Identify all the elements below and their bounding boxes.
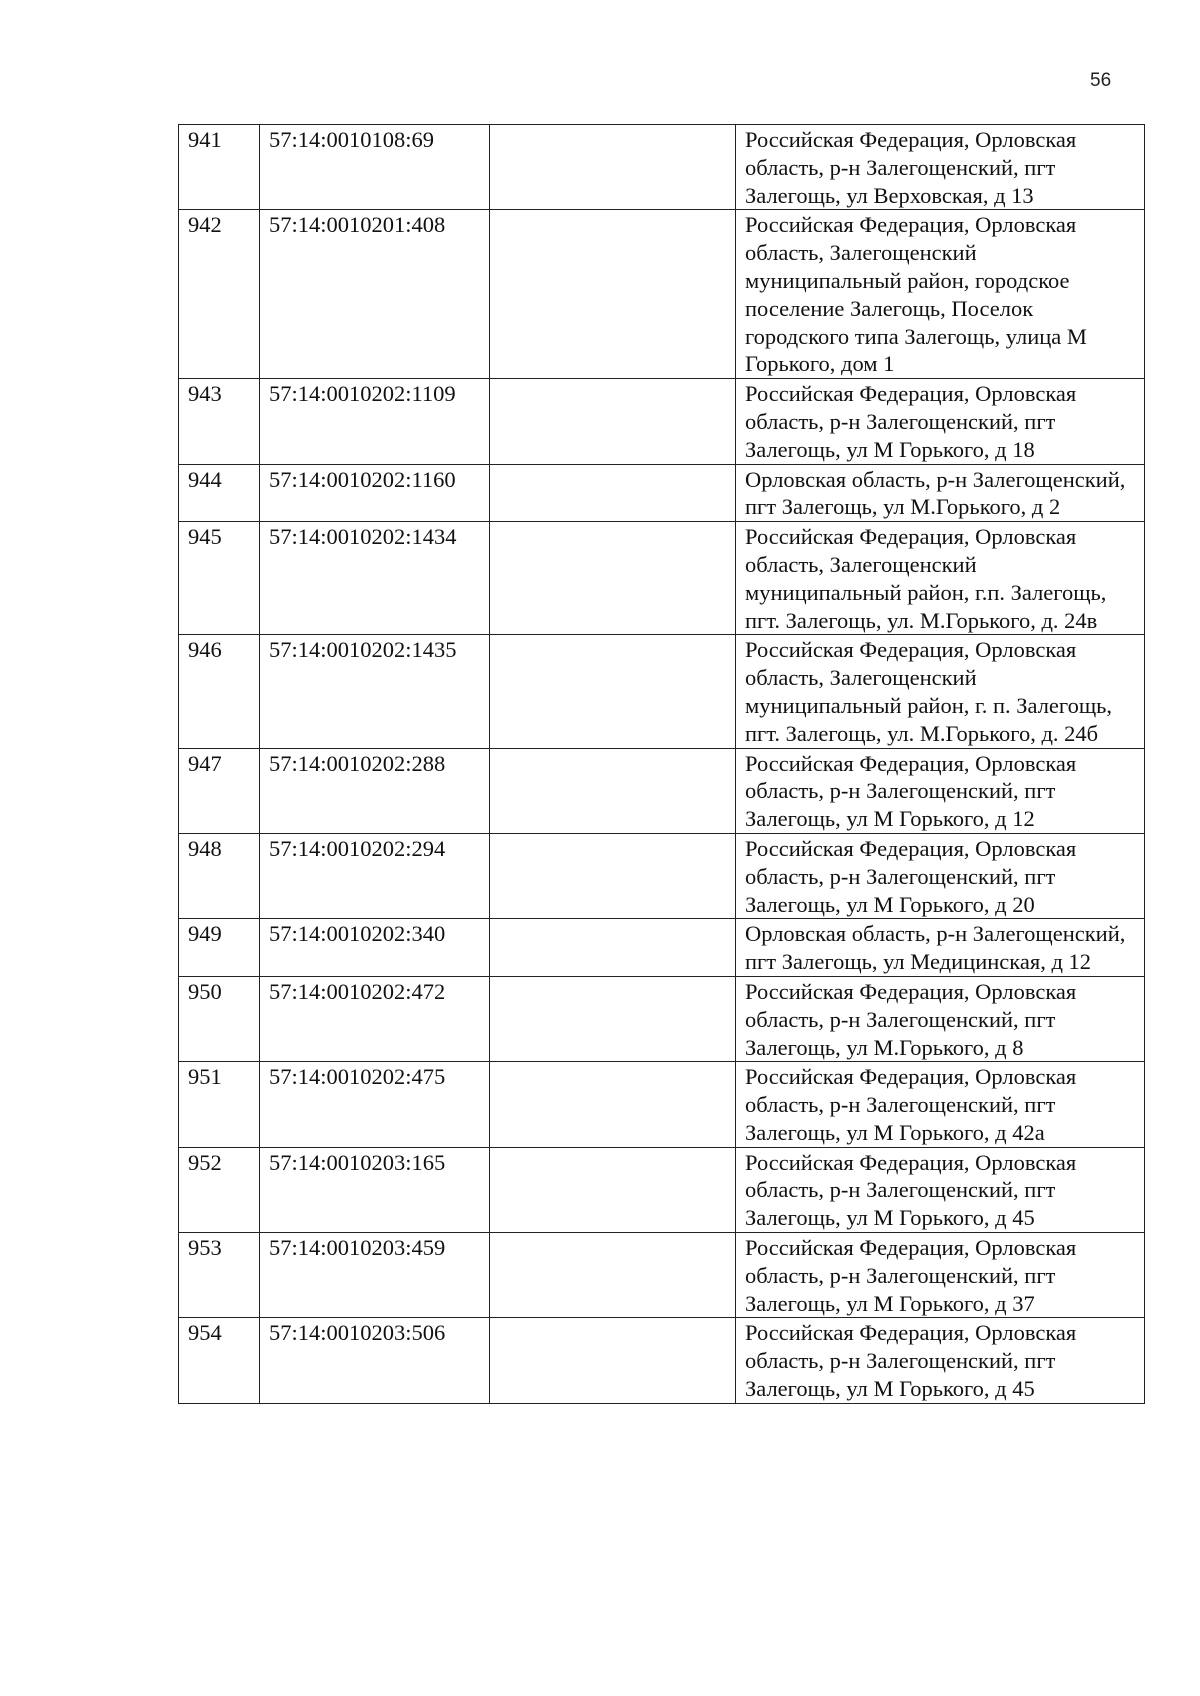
table-row [179,464,1145,522]
address-cell: Российская Федерация, Орловская область, р-н Залегощенский, пгт Залегощь, ул М Горького, д 45 [736,1318,1145,1403]
address-cell: Российская Федерация, Орловская область, р-н Залегощенский, пгт Залегощь, ул М.Горького, д 8 [736,976,1145,1061]
table-row [179,919,1145,977]
row-number-cell: 945 [179,522,260,635]
cadastral-number-cell: 57:14:0010203:506 [260,1318,490,1403]
address-cell: Орловская область, р-н Залегощенский, пгт Залегощь, ул Медицинская, д 12 [736,919,1145,977]
cadastral-number-cell: 57:14:0010202:475 [260,1062,490,1147]
row-number-cell: 954 [179,1318,260,1403]
table-row [179,210,1145,379]
row-number-cell: 953 [179,1233,260,1318]
row-number-cell: 944 [179,464,260,522]
address-cell: Орловская область, р-н Залегощенский, пгт Залегощь, ул М.Горького, д 2 [736,464,1145,522]
row-number-cell: 942 [179,210,260,379]
cadastral-number-cell: 57:14:0010202:1160 [260,464,490,522]
empty-cell [490,1318,736,1403]
cadastral-number-cell: 57:14:0010202:340 [260,919,490,977]
cadastral-number-cell: 57:14:0010203:165 [260,1147,490,1232]
empty-cell [490,1062,736,1147]
empty-cell [490,635,736,748]
page-number: 56 [1090,70,1112,91]
cadastral-number-cell: 57:14:0010202:288 [260,748,490,833]
cadastral-number-cell: 57:14:0010202:1434 [260,522,490,635]
empty-cell [490,125,736,210]
cadastral-number-cell: 57:14:0010203:459 [260,1233,490,1318]
row-number-cell: 950 [179,976,260,1061]
cadastral-number-cell: 57:14:0010202:294 [260,833,490,918]
cadastral-number-cell: 57:14:0010202:472 [260,976,490,1061]
empty-cell [490,379,736,464]
table-row [179,1062,1145,1147]
table-row [179,1147,1145,1232]
table-row [179,976,1145,1061]
registry-table-body [179,125,1145,1404]
row-number-cell: 941 [179,125,260,210]
row-number-cell: 952 [179,1147,260,1232]
address-cell: Российская Федерация, Орловская область, р-н Залегощенский, пгт Залегощь, ул М Горького, д 18 [736,379,1145,464]
address-cell: Российская Федерация, Орловская область, р-н Залегощенский, пгт Залегощь, ул М Горького, д 42а [736,1062,1145,1147]
row-number-cell: 946 [179,635,260,748]
table-row [179,1233,1145,1318]
address-cell: Российская Федерация, Орловская область, Залегощенский муниципальный район, городское поселение Залегощь, Поселок городского типа Залегощь, улица М Горького, дом 1 [736,210,1145,379]
address-cell: Российская Федерация, Орловская область, Залегощенский муниципальный район, г. п. Залегощь, пгт. Залегощь, ул. М.Горького, д. 24б [736,635,1145,748]
address-cell: Российская Федерация, Орловская область, р-н Залегощенский, пгт Залегощь, ул М Горького, д 37 [736,1233,1145,1318]
empty-cell [490,1147,736,1232]
table-row [179,1318,1145,1403]
address-cell: Российская Федерация, Орловская область, р-н Залегощенский, пгт Залегощь, ул Верховская, д 13 [736,125,1145,210]
table-row [179,379,1145,464]
address-cell: Российская Федерация, Орловская область, р-н Залегощенский, пгт Залегощь, ул М Горького, д 45 [736,1147,1145,1232]
table-row [179,635,1145,748]
address-cell: Российская Федерация, Орловская область, Залегощенский муниципальный район, г.п. Залегощь, пгт. Залегощь, ул. М.Горького, д. 24в [736,522,1145,635]
cadastral-number-cell: 57:14:0010202:1109 [260,379,490,464]
table-row [179,125,1145,210]
empty-cell [490,1233,736,1318]
row-number-cell: 947 [179,748,260,833]
row-number-cell: 951 [179,1062,260,1147]
empty-cell [490,522,736,635]
row-number-cell: 948 [179,833,260,918]
row-number-cell: 949 [179,919,260,977]
empty-cell [490,919,736,977]
empty-cell [490,464,736,522]
table-row [179,522,1145,635]
cadastral-number-cell: 57:14:0010201:408 [260,210,490,379]
empty-cell [490,210,736,379]
table-row [179,833,1145,918]
address-cell: Российская Федерация, Орловская область, р-н Залегощенский, пгт Залегощь, ул М Горького, д 20 [736,833,1145,918]
address-cell: Российская Федерация, Орловская область, р-н Залегощенский, пгт Залегощь, ул М Горького, д 12 [736,748,1145,833]
empty-cell [490,833,736,918]
cadastral-number-cell: 57:14:0010108:69 [260,125,490,210]
row-number-cell: 943 [179,379,260,464]
empty-cell [490,748,736,833]
empty-cell [490,976,736,1061]
cadastral-number-cell: 57:14:0010202:1435 [260,635,490,748]
table-row [179,748,1145,833]
registry-table [178,124,1145,1404]
